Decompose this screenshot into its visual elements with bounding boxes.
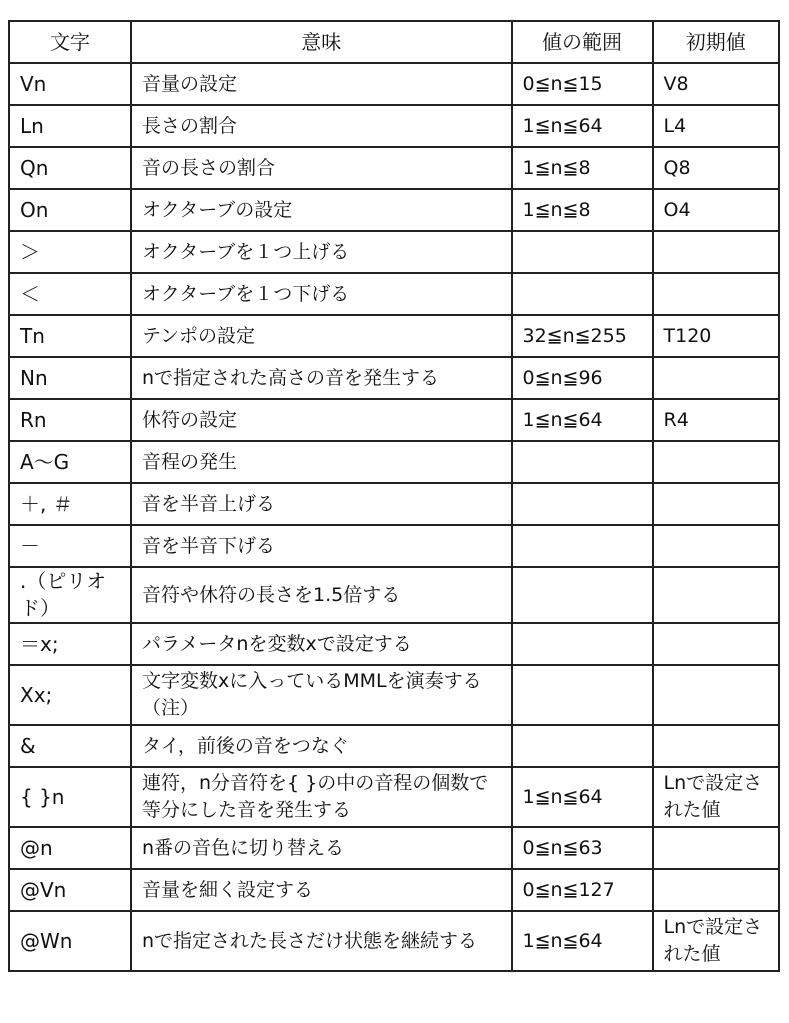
cell-range <box>512 483 653 525</box>
header-row <box>9 21 779 63</box>
cell-range <box>512 567 653 623</box>
cell-initial <box>653 525 779 567</box>
cell-initial: Lnで設定された値 <box>653 767 779 827</box>
cell-range: 0≦n≦15 <box>512 63 653 105</box>
cell-range: 1≦n≦8 <box>512 189 653 231</box>
table-row <box>9 231 779 273</box>
cell-initial: R4 <box>653 399 779 441</box>
cell-meaning: 音を半音上げる <box>131 483 512 525</box>
cell-meaning: 音量を細く設定する <box>131 869 512 911</box>
header-range: 値の範囲 <box>512 21 653 63</box>
cell-symbol: Rn <box>9 399 131 441</box>
table-row <box>9 63 779 105</box>
cell-symbol: Tn <box>9 315 131 357</box>
table-row <box>9 105 779 147</box>
table-row <box>9 665 779 725</box>
table-row <box>9 189 779 231</box>
cell-initial: L4 <box>653 105 779 147</box>
cell-meaning: n番の音色に切り替える <box>131 827 512 869</box>
cell-initial: O4 <box>653 189 779 231</box>
cell-range: 0≦n≦127 <box>512 869 653 911</box>
cell-symbol: { }n <box>9 767 131 827</box>
cell-initial: Q8 <box>653 147 779 189</box>
cell-meaning: パラメータnを変数xで設定する <box>131 623 512 665</box>
cell-range: 1≦n≦64 <box>512 105 653 147</box>
cell-symbol: On <box>9 189 131 231</box>
cell-initial <box>653 231 779 273</box>
cell-range: 1≦n≦64 <box>512 911 653 971</box>
cell-symbol: A～G <box>9 441 131 483</box>
cell-initial <box>653 869 779 911</box>
table-row <box>9 911 779 971</box>
cell-meaning: テンポの設定 <box>131 315 512 357</box>
cell-initial <box>653 273 779 315</box>
table-row <box>9 357 779 399</box>
table-row <box>9 827 779 869</box>
header-initial: 初期値 <box>653 21 779 63</box>
table-header <box>9 21 779 63</box>
table-row <box>9 623 779 665</box>
cell-initial <box>653 725 779 767</box>
cell-range: 0≦n≦63 <box>512 827 653 869</box>
cell-symbol: Nn <box>9 357 131 399</box>
table-row <box>9 147 779 189</box>
cell-range <box>512 665 653 725</box>
cell-meaning: オクターブを１つ下げる <box>131 273 512 315</box>
cell-meaning: タイ，前後の音をつなぐ <box>131 725 512 767</box>
cell-meaning: オクターブを１つ上げる <box>131 231 512 273</box>
cell-meaning: 音量の設定 <box>131 63 512 105</box>
cell-range: 1≦n≦64 <box>512 767 653 827</box>
header-symbol: 文字 <box>9 21 131 63</box>
cell-symbol: ＋, ＃ <box>9 483 131 525</box>
cell-meaning: 長さの割合 <box>131 105 512 147</box>
cell-symbol: Ln <box>9 105 131 147</box>
table-row <box>9 869 779 911</box>
cell-range <box>512 441 653 483</box>
table-row <box>9 767 779 827</box>
cell-initial <box>653 665 779 725</box>
cell-symbol: Xx; <box>9 665 131 725</box>
cell-initial <box>653 357 779 399</box>
cell-range: 1≦n≦8 <box>512 147 653 189</box>
table-row <box>9 725 779 767</box>
header-meaning: 意味 <box>131 21 512 63</box>
cell-symbol: @Wn <box>9 911 131 971</box>
cell-range <box>512 525 653 567</box>
cell-initial: V8 <box>653 63 779 105</box>
cell-initial: Lnで設定された値 <box>653 911 779 971</box>
cell-symbol: ＞ <box>9 231 131 273</box>
cell-symbol: @Vn <box>9 869 131 911</box>
cell-range <box>512 623 653 665</box>
mml-command-table <box>8 20 780 972</box>
cell-meaning: nで指定された高さの音を発生する <box>131 357 512 399</box>
cell-symbol: @n <box>9 827 131 869</box>
cell-symbol: .（ピリオド） <box>9 567 131 623</box>
table-row <box>9 441 779 483</box>
cell-meaning: 文字変数xに入っているMMLを演奏する（注） <box>131 665 512 725</box>
cell-meaning: 連符，n分音符を{ }の中の音程の個数で等分にした音を発生する <box>131 767 512 827</box>
cell-initial <box>653 483 779 525</box>
cell-symbol: ＝x; <box>9 623 131 665</box>
cell-meaning: 音符や休符の長さを1.5倍する <box>131 567 512 623</box>
cell-symbol: Qn <box>9 147 131 189</box>
cell-range: 32≦n≦255 <box>512 315 653 357</box>
cell-initial <box>653 623 779 665</box>
cell-meaning: 音の長さの割合 <box>131 147 512 189</box>
cell-range <box>512 273 653 315</box>
cell-symbol: － <box>9 525 131 567</box>
table-body <box>9 63 779 971</box>
cell-symbol: & <box>9 725 131 767</box>
cell-initial <box>653 441 779 483</box>
cell-meaning: オクターブの設定 <box>131 189 512 231</box>
cell-initial <box>653 567 779 623</box>
cell-initial: T120 <box>653 315 779 357</box>
cell-range: 1≦n≦64 <box>512 399 653 441</box>
cell-range: 0≦n≦96 <box>512 357 653 399</box>
table-row <box>9 525 779 567</box>
cell-initial <box>653 827 779 869</box>
table-row <box>9 567 779 623</box>
table-row <box>9 273 779 315</box>
cell-meaning: 休符の設定 <box>131 399 512 441</box>
cell-range <box>512 725 653 767</box>
cell-symbol: ＜ <box>9 273 131 315</box>
cell-range <box>512 231 653 273</box>
table-row <box>9 315 779 357</box>
cell-meaning: 音程の発生 <box>131 441 512 483</box>
cell-symbol: Vn <box>9 63 131 105</box>
cell-meaning: nで指定された長さだけ状態を継続する <box>131 911 512 971</box>
cell-meaning: 音を半音下げる <box>131 525 512 567</box>
table-row <box>9 399 779 441</box>
table-row <box>9 483 779 525</box>
